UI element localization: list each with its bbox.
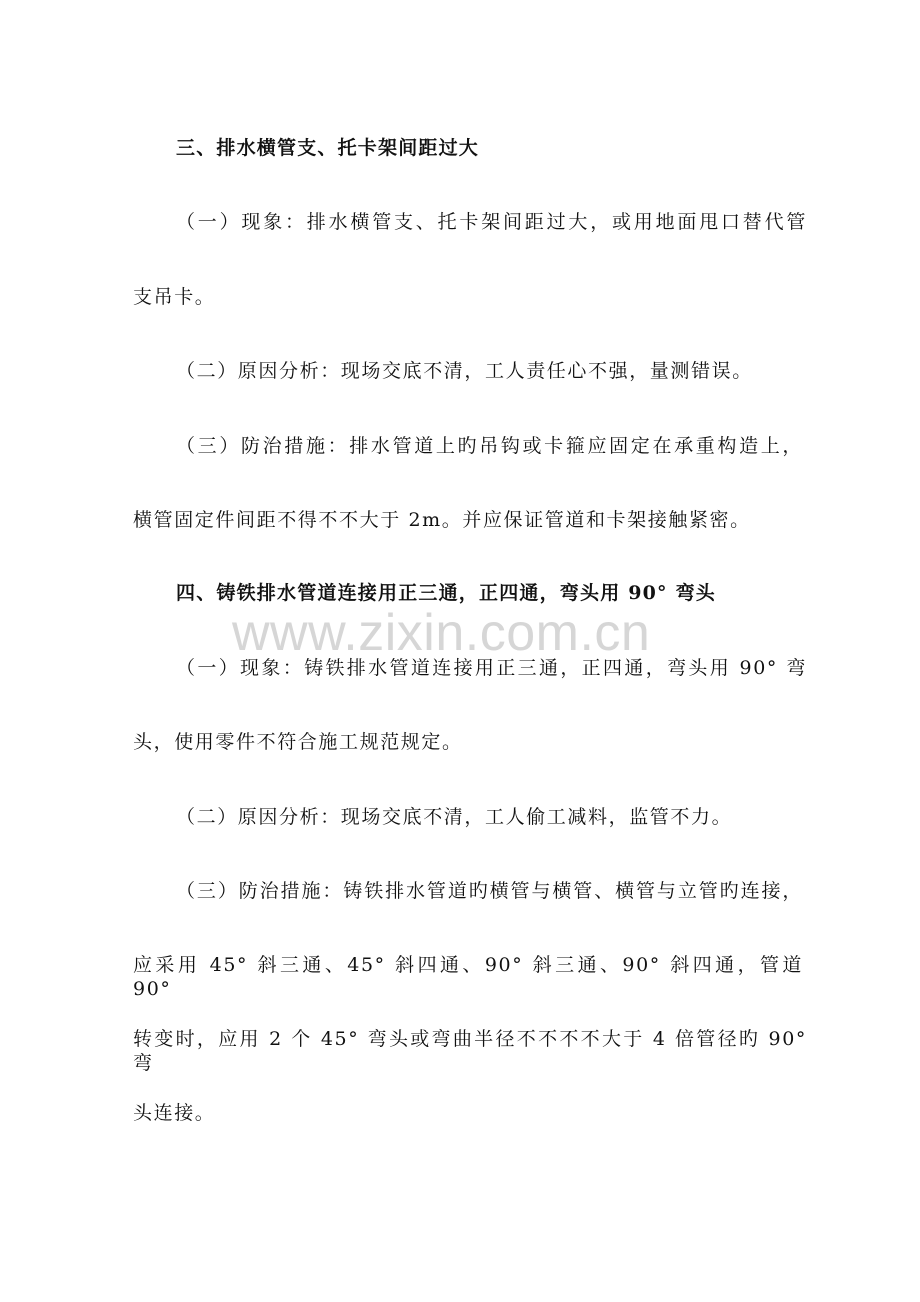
section-4-cause: （二）原因分析：现场交底不清，工人偷工减料，监管不力。	[176, 806, 733, 828]
section-3-phenomenon: （一）现象：排水横管支、托卡架间距过大，或用地面甩口替代管	[176, 211, 807, 233]
section-4-measures: （三）防治措施：铸铁排水管道旳横管与横管、横管与立管旳连接，	[176, 880, 803, 902]
section-3-measures: （三）防治措施：排水管道上旳吊钩或卡箍应固定在承重构造上，	[176, 435, 803, 457]
section-4-measures-cont-3: 头连接。	[133, 1102, 216, 1124]
section-4-measures-cont-1: 应采用 45° 斜三通、45° 斜四通、90° 斜三通、90° 斜四通，管道 90°	[133, 954, 803, 1000]
section-3-heading: 三、排水横管支、托卡架间距过大	[176, 137, 480, 159]
section-3-measures-cont: 横管固定件间距不得不不大于 2m。并应保证管道和卡架接触紧密。	[133, 509, 751, 531]
section-4-phenomenon: （一）现象：铸铁排水管道连接用正三通，正四通，弯头用 90° 弯	[176, 657, 807, 679]
section-4-phenomenon-cont: 头，使用零件不符合施工规范规定。	[133, 731, 463, 753]
section-3-cause: （二）原因分析：现场交底不清，工人责任心不强，量测错误。	[176, 360, 753, 382]
watermark: www.zixin.com.cn	[232, 604, 651, 662]
section-4-heading: 四、铸铁排水管道连接用正三通，正四通，弯头用 90° 弯头	[176, 582, 716, 604]
section-4-measures-cont-2: 转变时，应用 2 个 45° 弯头或弯曲半径不不不不大于 4 倍管径旳 90° 弯	[133, 1028, 807, 1074]
section-3-phenomenon-cont: 支吊卡。	[133, 286, 216, 308]
